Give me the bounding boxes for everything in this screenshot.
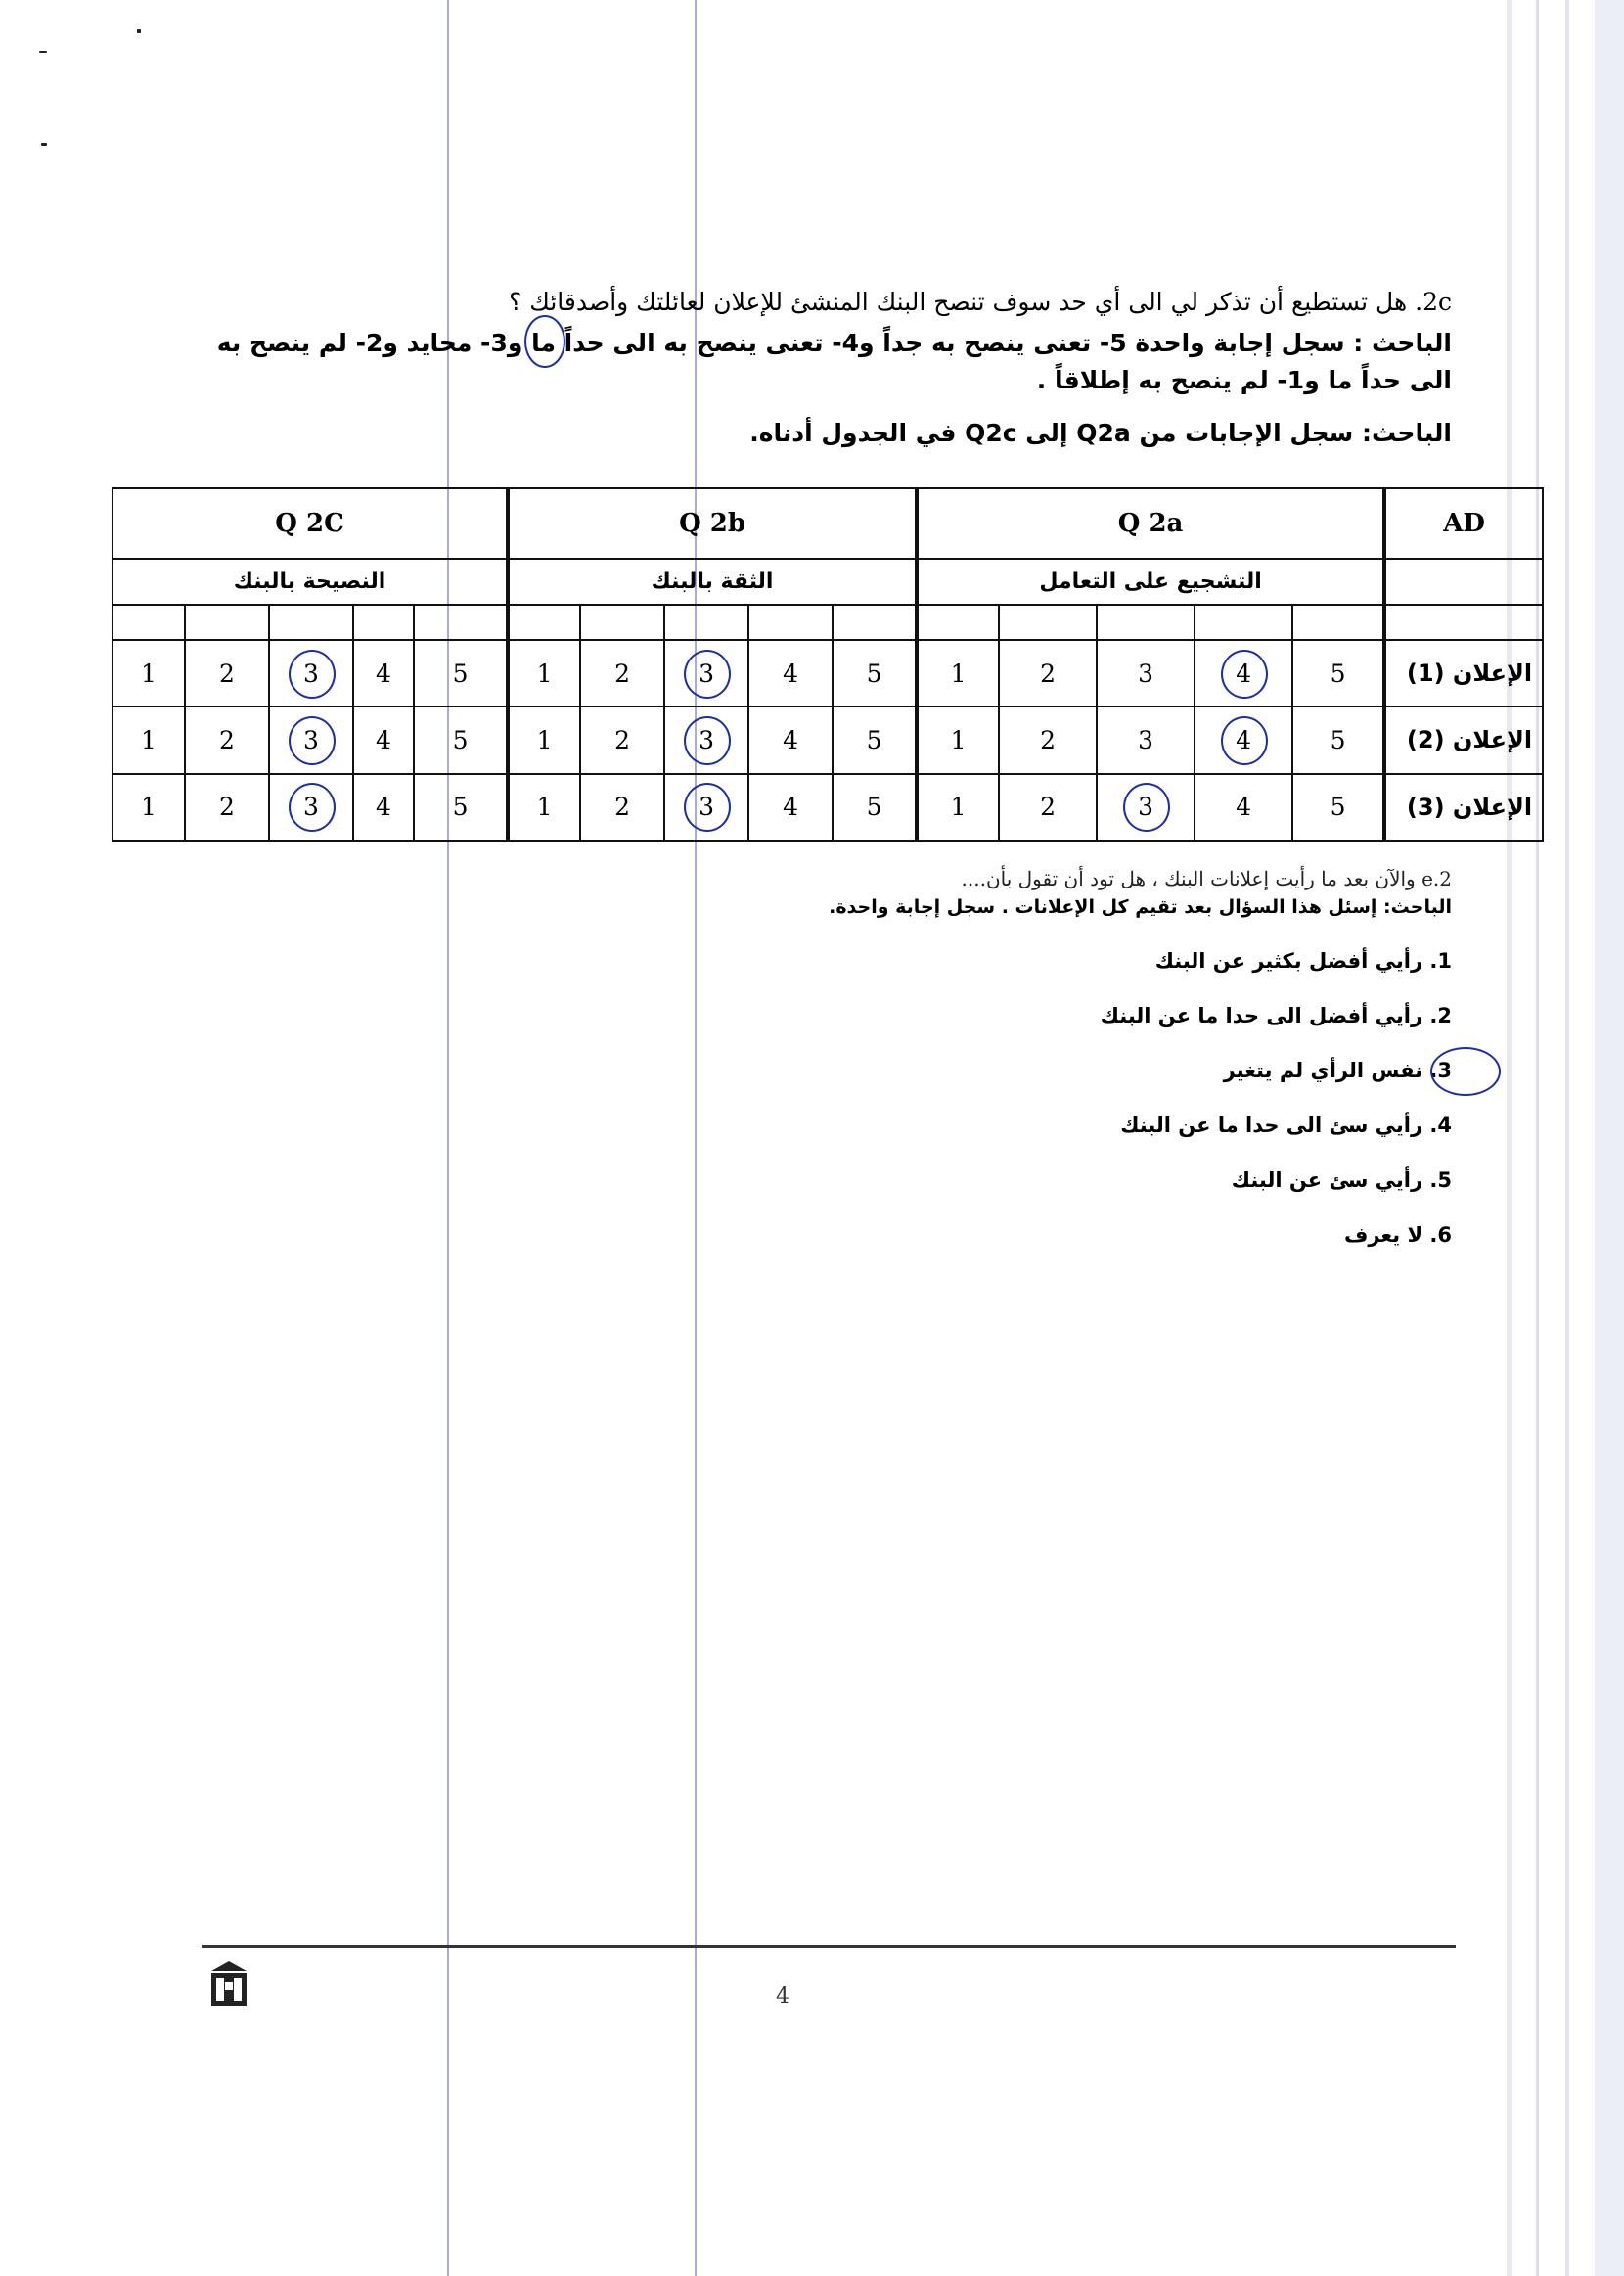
scale-value: 2	[219, 793, 235, 822]
scale-cell-q2c-5	[414, 640, 508, 706]
record-note: الباحث: سجل الإجابات من Q2a إلى Q2c في الجدول أدناه.	[749, 419, 1452, 447]
scale-value: 2	[614, 725, 630, 754]
scale-value: 2	[1040, 725, 1057, 754]
scale-cell-q2c-2	[185, 774, 269, 841]
blank-cell	[748, 605, 833, 640]
scale-cell-q2a-1	[917, 706, 999, 773]
blank-cell	[185, 605, 269, 640]
scale-cell-q2b-5	[833, 774, 917, 841]
scale-cell-q2c-3	[269, 706, 353, 773]
scale-value: 4	[1236, 793, 1252, 822]
scale-value: 1	[141, 793, 157, 822]
scale-cell-q2b-1	[508, 706, 580, 773]
option-4: 4. رأيي سئ الى حدا ما عن البنك	[1120, 1114, 1452, 1137]
group-header-q2a: Q 2a	[917, 488, 1384, 559]
scale-cell-q2c-3	[269, 774, 353, 841]
scale-cell-q2b-4	[748, 706, 833, 773]
blank-cell	[269, 605, 353, 640]
scale-cell-q2c-2	[185, 706, 269, 773]
blank-cell	[1195, 605, 1292, 640]
scale-cell-q2b-2	[580, 774, 664, 841]
ad-subheader	[1384, 559, 1543, 604]
scale-cell-q2a-2	[999, 640, 1097, 706]
scale-value: 3	[1138, 793, 1154, 822]
scale-cell-q2a-4	[1195, 640, 1292, 706]
option-5: 5. رأيي سئ عن البنك	[1231, 1168, 1452, 1192]
scale-value: 5	[866, 793, 882, 822]
scale-cell-q2b-1	[508, 640, 580, 706]
scale-cell-q2a-5	[1292, 640, 1384, 706]
scale-value: 1	[141, 725, 157, 754]
scale-cell-q2c-1	[113, 706, 185, 773]
circled-answer-mark	[524, 315, 565, 368]
scale-value: 2	[1040, 659, 1057, 688]
table-row	[113, 774, 1543, 841]
scale-value: 2	[1040, 793, 1057, 822]
scale-cell-q2c-3	[269, 640, 353, 706]
blank-cell	[917, 605, 999, 640]
scale-value: 5	[452, 659, 469, 688]
scan-edge	[1507, 0, 1512, 2276]
scale-value: 3	[699, 659, 714, 688]
scale-value: 2	[219, 659, 235, 688]
scale-value: 5	[1330, 659, 1346, 688]
scale-value: 3	[303, 725, 319, 754]
scale-value: 4	[376, 725, 391, 754]
scale-cell-q2b-4	[748, 640, 833, 706]
blank-cell	[1292, 605, 1384, 640]
scale-value: 2	[614, 793, 630, 822]
scan-edge	[1595, 0, 1624, 2276]
group-header-q2c: Q 2C	[113, 488, 508, 559]
option-2: 2. رأيي أفضل الى حدا ما عن البنك	[1100, 1004, 1452, 1027]
scale-value: 5	[866, 659, 882, 688]
scale-cell-q2b-3	[664, 640, 748, 706]
scale-cell-q2b-1	[508, 774, 580, 841]
scan-speck	[41, 143, 47, 146]
scale-cell-q2a-3	[1097, 706, 1195, 773]
scan-edge	[1565, 0, 1569, 2276]
footer-rule	[202, 1945, 1456, 1948]
scale-cell-q2b-4	[748, 774, 833, 841]
group-header-q2b: Q 2b	[508, 488, 917, 559]
blank-cell	[508, 605, 580, 640]
group-label-q2c: النصيحة بالبنك	[113, 559, 508, 604]
scale-value: 5	[1330, 793, 1346, 822]
scale-cell-q2c-4	[353, 640, 414, 706]
page-number: 4	[776, 1984, 789, 2009]
scale-cell-q2b-5	[833, 640, 917, 706]
company-logo-icon	[207, 1959, 250, 2008]
scale-cell-q2a-1	[917, 640, 999, 706]
scale-value: 3	[1138, 659, 1154, 688]
group-label-q2a: التشجيع على التعامل	[917, 559, 1384, 604]
question-2c-instruction: الباحث : سجل إجابة واحدة 5- تعنى ينصح به جداً و4- تعنى ينصح به الى حداً ما و3- محايد و2- لم ينصح به الى حداً ما و1- لم ينصح به إطلاقاً .	[216, 329, 1452, 394]
option-6: 6. لا يعرف	[1343, 1223, 1452, 1247]
scale-value: 3	[699, 793, 714, 822]
blank-cell	[833, 605, 917, 640]
scale-cell-q2c-5	[414, 706, 508, 773]
table-body	[113, 640, 1543, 841]
scale-cell-q2b-5	[833, 706, 917, 773]
scan-speck	[39, 51, 47, 53]
scale-cell-q2a-1	[917, 774, 999, 841]
answers-table	[112, 487, 1544, 842]
scale-cell-q2b-3	[664, 774, 748, 841]
question-2e-title: 2.e والآن بعد ما رأيت إعلانات البنك ، هل تود أن تقول بأن....	[961, 867, 1452, 890]
scale-value: 2	[219, 725, 235, 754]
scale-value: 4	[376, 659, 391, 688]
scale-cell-q2c-4	[353, 774, 414, 841]
scale-value: 4	[1236, 725, 1252, 754]
scale-value: 1	[536, 725, 553, 754]
scale-cell-q2c-2	[185, 640, 269, 706]
scale-value: 5	[1330, 725, 1346, 754]
blank-cell	[999, 605, 1097, 640]
ad-row-label: الإعلان (3)	[1384, 774, 1543, 841]
scale-cell-q2c-1	[113, 774, 185, 841]
scale-cell-q2a-2	[999, 706, 1097, 773]
scale-cell-q2a-4	[1195, 706, 1292, 773]
blank-cell	[664, 605, 748, 640]
scale-value: 5	[866, 725, 882, 754]
table-row	[113, 640, 1543, 706]
scale-value: 5	[452, 725, 469, 754]
ad-row-label: الإعلان (1)	[1384, 640, 1543, 706]
scale-cell-q2a-2	[999, 774, 1097, 841]
scale-value: 4	[783, 725, 798, 754]
scale-cell-q2a-5	[1292, 706, 1384, 773]
scale-value: 1	[536, 793, 553, 822]
scale-value: 1	[950, 725, 967, 754]
scale-cell-q2a-3	[1097, 774, 1195, 841]
scale-value: 4	[376, 793, 391, 822]
scale-value: 4	[1236, 659, 1252, 688]
scale-value: 4	[783, 793, 798, 822]
scale-value: 4	[783, 659, 798, 688]
blank-cell	[580, 605, 664, 640]
scale-value: 1	[950, 659, 967, 688]
blank-cell	[353, 605, 414, 640]
scale-cell-q2c-1	[113, 640, 185, 706]
scale-value: 3	[1138, 725, 1154, 754]
scan-speck	[137, 29, 141, 33]
option-3: 3. نفس الرأي لم يتغير	[1223, 1059, 1452, 1082]
blank-cell	[113, 605, 185, 640]
table-row	[113, 706, 1543, 773]
circled-answer-mark	[1430, 1047, 1501, 1096]
scale-cell-q2b-2	[580, 706, 664, 773]
scale-value: 1	[141, 659, 157, 688]
scale-value: 2	[614, 659, 630, 688]
scale-value: 1	[950, 793, 967, 822]
blank-cell	[1384, 605, 1543, 640]
blank-cell	[414, 605, 508, 640]
scale-value: 3	[303, 793, 319, 822]
question-2c-title: 2c. هل تستطيع أن تذكر لي الى أي حد سوف تنصح البنك المنشئ للإعلان لعائلتك وأصدقائك ؟	[509, 288, 1452, 316]
scan-edge	[1536, 0, 1539, 2276]
blank-cell	[1097, 605, 1195, 640]
scale-cell-q2a-5	[1292, 774, 1384, 841]
ad-row-label: الإعلان (2)	[1384, 706, 1543, 773]
scale-cell-q2a-3	[1097, 640, 1195, 706]
question-2e-instruction: الباحث: إسئل هذا السؤال بعد تقيم كل الإعلانات . سجل إجابة واحدة.	[829, 896, 1452, 918]
scale-value: 1	[536, 659, 553, 688]
scale-cell-q2c-5	[414, 774, 508, 841]
ad-header: AD	[1384, 488, 1543, 559]
scale-value: 5	[452, 793, 469, 822]
option-1: 1. رأيي أفضل بكثير عن البنك	[1154, 949, 1452, 973]
scale-cell-q2c-4	[353, 706, 414, 773]
scale-cell-q2b-3	[664, 706, 748, 773]
scale-cell-q2a-4	[1195, 774, 1292, 841]
scale-value: 3	[699, 725, 714, 754]
scale-cell-q2b-2	[580, 640, 664, 706]
group-label-q2b: الثقة بالبنك	[508, 559, 917, 604]
scale-value: 3	[303, 659, 319, 688]
